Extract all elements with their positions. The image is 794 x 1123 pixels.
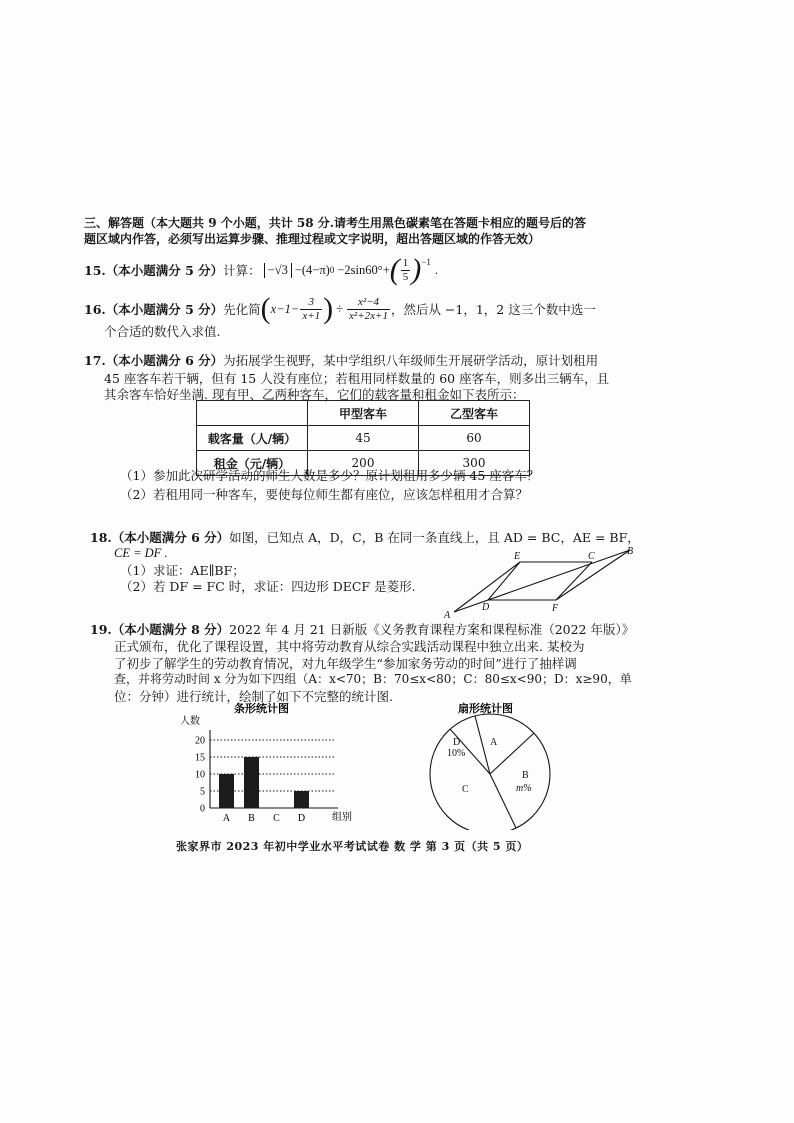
q17-line1: 为拓展学生视野，某中学组织八年级师生开展研学活动，原计划租用 (223, 353, 599, 368)
label-A: A (444, 610, 451, 620)
q15-mid: −(4−π) (294, 262, 330, 277)
label-F: F (552, 603, 559, 614)
bar-chart-ylabel: 人数 (180, 716, 200, 727)
section-header (84, 216, 586, 230)
bar-chart-xlabel: 组别 (332, 812, 352, 823)
bar-A (219, 774, 234, 808)
q15-points: （本小题满分 5 分） (105, 262, 224, 278)
pie-divider-B-C (490, 774, 516, 828)
bar-D (294, 791, 309, 808)
q15-fraction (401, 257, 411, 283)
y-tick-label: 20 (195, 735, 205, 747)
q15-number: 15. (84, 262, 106, 278)
bar-chart-title: 条形统计图 (234, 703, 289, 715)
x-tick-label: C (273, 813, 280, 824)
q18-sub2: （2）若 DF = FC 时，求证：四边形 DECF 是菱形. (120, 579, 416, 594)
q17-sub1: （1）参加此次研学活动的师生人数是多少？原计划租用多少辆 45 座客车？ (120, 468, 540, 483)
q19-line1: 2022 年 4 月 21 日新版《义务教育课程方案和课程标准（2022 年版）》 (229, 622, 635, 637)
q16-text2: ，然后从 −1，1，2 这三个数中选一 (390, 301, 596, 317)
q16-number: 16. (84, 301, 106, 317)
q15-frac-num: 1 (402, 256, 409, 269)
q17-sub2: （2）若租用同一种客车，要使每位师生都有座位，应该怎样租用才合算？ (120, 487, 528, 502)
label-E: E (514, 551, 521, 562)
q17-points: （本小题满分 6 分） (105, 353, 224, 368)
table-header-cell: 甲型客车 (308, 401, 419, 426)
table-header-cell: 乙型客车 (419, 401, 530, 426)
page-footer: 张家界市 2023 年初中学业水平考试试卷 数 学 第 3 页（共 5 页） (176, 840, 529, 853)
q16-text1: 先化简 (223, 301, 261, 317)
q16-f2-num: x²−4 (347, 296, 390, 310)
section-lead: 三、解答题 (84, 216, 145, 230)
q16-div: ÷ (336, 301, 344, 316)
q19-line4: 查，并将劳动时间 x 分为如下四组（A：x<70；B：70≤x<80；C：80≤x<90；D：x≥90，单 (114, 672, 632, 686)
q16-points: （本小题满分 5 分） (105, 301, 224, 317)
question-16 (84, 292, 596, 326)
q17-line2: 45 座客车若干辆，但有 15 人没有座位；若租用同样数量的 60 座客车，则多出三辆车，且 (104, 371, 610, 386)
pie-chart (420, 700, 570, 830)
table-cell: 60 (419, 426, 530, 451)
section-desc: （本大题共 9 个小题，共计 58 分.请考生用黑色碳素笔在答题卡相应的题号后的答 (144, 216, 586, 230)
pie-slice-label-B: B (522, 770, 529, 781)
q18-sub1: （1）求证：AE∥BF； (120, 563, 245, 578)
q15-frac-den: 5 (402, 270, 409, 283)
q16-frac2 (347, 296, 390, 322)
q16-text3: 个合适的数代入求值. (104, 324, 221, 339)
pie-slice-label-C: C (462, 784, 469, 795)
q19-line5: 位：分钟）进行统计，绘制了如下不完整的统计图. (114, 689, 393, 704)
q16-frac1 (300, 296, 322, 322)
y-tick-label: 15 (195, 752, 205, 764)
q19-number: 19. (90, 622, 112, 637)
x-tick-label: D (297, 813, 306, 824)
q16-formula: ( x−1− $\frac{3}{x+1}$ ) ÷ $\frac{\text{x²−4}}{\text{x²+2x+1}}$ (260, 292, 388, 325)
q15-end: . (434, 262, 438, 277)
geometry-figure (440, 540, 650, 620)
segment-CF (556, 562, 592, 600)
q17-line3: 其余客车恰好坐满. 现有甲、乙两种客车，它们的载客量和租金如下表所示： (104, 387, 525, 402)
q18-line2: CE = DF . (114, 546, 168, 560)
question-19 (90, 622, 634, 637)
y-tick-label: 5 (200, 786, 205, 798)
pie-slice-label-A: A (490, 737, 498, 748)
x-tick-label: B (248, 813, 255, 824)
table-row (197, 426, 530, 451)
y-tick-label: 10 (195, 769, 205, 781)
label-D: D (482, 602, 490, 613)
q16-f2-den: x²+2x+1 (349, 309, 388, 322)
label-C: C (588, 551, 595, 562)
q16-f1-num: 3 (300, 296, 322, 310)
q19-line3: 了初步了解学生的劳动教育情况，对九年级学生“参加家务劳动的时间”进行了抽样调 (114, 656, 577, 671)
table-cell: 200 (308, 451, 419, 476)
bar-chart (174, 700, 364, 830)
table-cell: 300 (419, 451, 530, 476)
pie-slice-text-D: 10% (447, 748, 466, 759)
pie-chart-title: 扇形统计图 (458, 703, 513, 715)
question-15 (84, 253, 438, 287)
q15-zero-exp: 0 (329, 264, 335, 275)
x-tick-label: A (222, 813, 231, 824)
bar-B (244, 757, 259, 808)
line-AB (454, 550, 630, 612)
q19-points: （本小题满分 8 分） (111, 622, 230, 637)
q17-number: 17. (84, 353, 106, 368)
q15-abs: −√3 (264, 263, 292, 278)
label-B: B (627, 546, 634, 557)
q15-neg-exp: −1 (421, 257, 431, 267)
q15-sin: −2sin60°+ (337, 262, 390, 277)
table-header-row (197, 401, 530, 426)
q16-f1-den: x+1 (302, 309, 321, 322)
table-cell: 载客量（人/辆） (197, 426, 308, 451)
pie-slice-text-B: m% (516, 783, 532, 794)
bus-table (196, 400, 530, 476)
question-17 (84, 353, 598, 368)
table-header-cell (197, 401, 308, 426)
section-desc-2: 题区域内作答，必须写出运算步骤、推理过程或文字说明，超出答题区域的作答无效） (84, 232, 541, 246)
q15-formula: −√3 −(4−π) 0 −2sin60°+ ( $\frac{1}{5}$ ) $^{-1}$ . (261, 255, 438, 285)
q19-line2: 正式颁布，优化了课程设置，其中将劳动教育从综合实践活动课程中独立出来. 某校为 (114, 639, 585, 654)
pie-slice-label-D: D (453, 737, 461, 748)
table-cell: 租金（元/辆） (197, 451, 308, 476)
q18-line1: 如图，已知点 A，D，C，B 在同一条直线上，且 AD = BC，AE = BF， (229, 530, 640, 545)
q16-inner: x−1− (270, 301, 300, 316)
q18-points: （本小题满分 6 分） (111, 530, 230, 545)
table-cell: 45 (308, 426, 419, 451)
q15-text: 计算： (223, 262, 261, 278)
y-tick-label: 0 (200, 803, 205, 815)
q18-number: 18. (90, 530, 112, 545)
